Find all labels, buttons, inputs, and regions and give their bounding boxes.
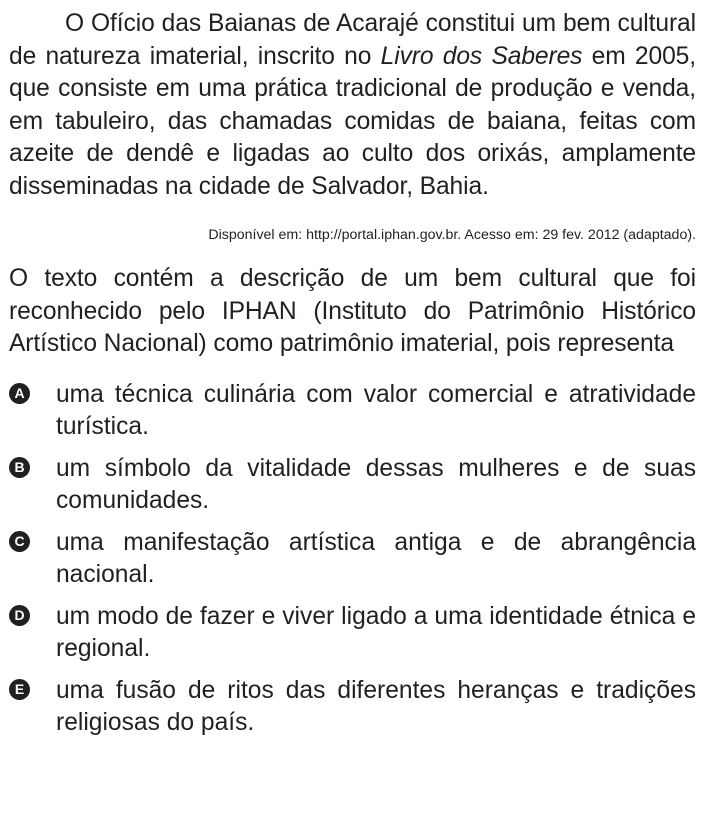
option-b-text[interactable]: um símbolo da vitalidade dessas mulheres e de suas comunidades. xyxy=(56,454,696,514)
option-d-text[interactable]: um modo de fazer e viver ligado a uma identidade étnica e regional. xyxy=(56,602,696,662)
question-page xyxy=(9,8,696,749)
option-c-text[interactable]: uma manifestação artística antiga e de abrangência nacional. xyxy=(56,528,696,588)
option-a-letter[interactable]: A xyxy=(9,383,30,404)
option-a-text[interactable]: uma técnica culinária com valor comercial e atratividade turística. xyxy=(56,380,696,440)
option-c[interactable] xyxy=(9,527,696,591)
option-d[interactable] xyxy=(9,601,696,665)
passage-text-part-1: O Ofício das Baianas de Acarajé constitui um bem cultural de natureza imaterial, inscrito no xyxy=(9,10,696,70)
book-title: Livro dos Saberes xyxy=(380,42,583,70)
option-a[interactable] xyxy=(9,379,696,443)
answer-options xyxy=(9,379,696,739)
option-e[interactable] xyxy=(9,675,696,739)
option-d-letter[interactable]: D xyxy=(9,605,30,626)
option-b[interactable] xyxy=(9,453,696,517)
option-c-letter[interactable]: C xyxy=(9,531,30,552)
option-e-letter[interactable]: E xyxy=(9,679,30,700)
source-citation: Disponível em: http://portal.iphan.gov.br. Acesso em: 29 fev. 2012 (adaptado). xyxy=(208,227,696,243)
passage-text-part-2: em 2005, que consiste em uma prática tradicional de produção e venda, em tabuleiro, das chamadas comidas de baiana, feitas com azeite de dendê e ligadas ao culto dos orixás, amplamente disseminadas na cidade de Salvador, Bahia. xyxy=(9,42,696,200)
option-b-letter[interactable]: B xyxy=(9,457,30,478)
passage-text xyxy=(9,8,696,203)
question-stem: O texto contém a descrição de um bem cultural que foi reconhecido pelo IPHAN (Instituto do Patrimônio Histórico Artístico Nacional) como patrimônio imaterial, pois representa xyxy=(9,265,696,357)
option-e-text[interactable]: uma fusão de ritos das diferentes heranças e tradições religiosas do país. xyxy=(56,676,696,736)
